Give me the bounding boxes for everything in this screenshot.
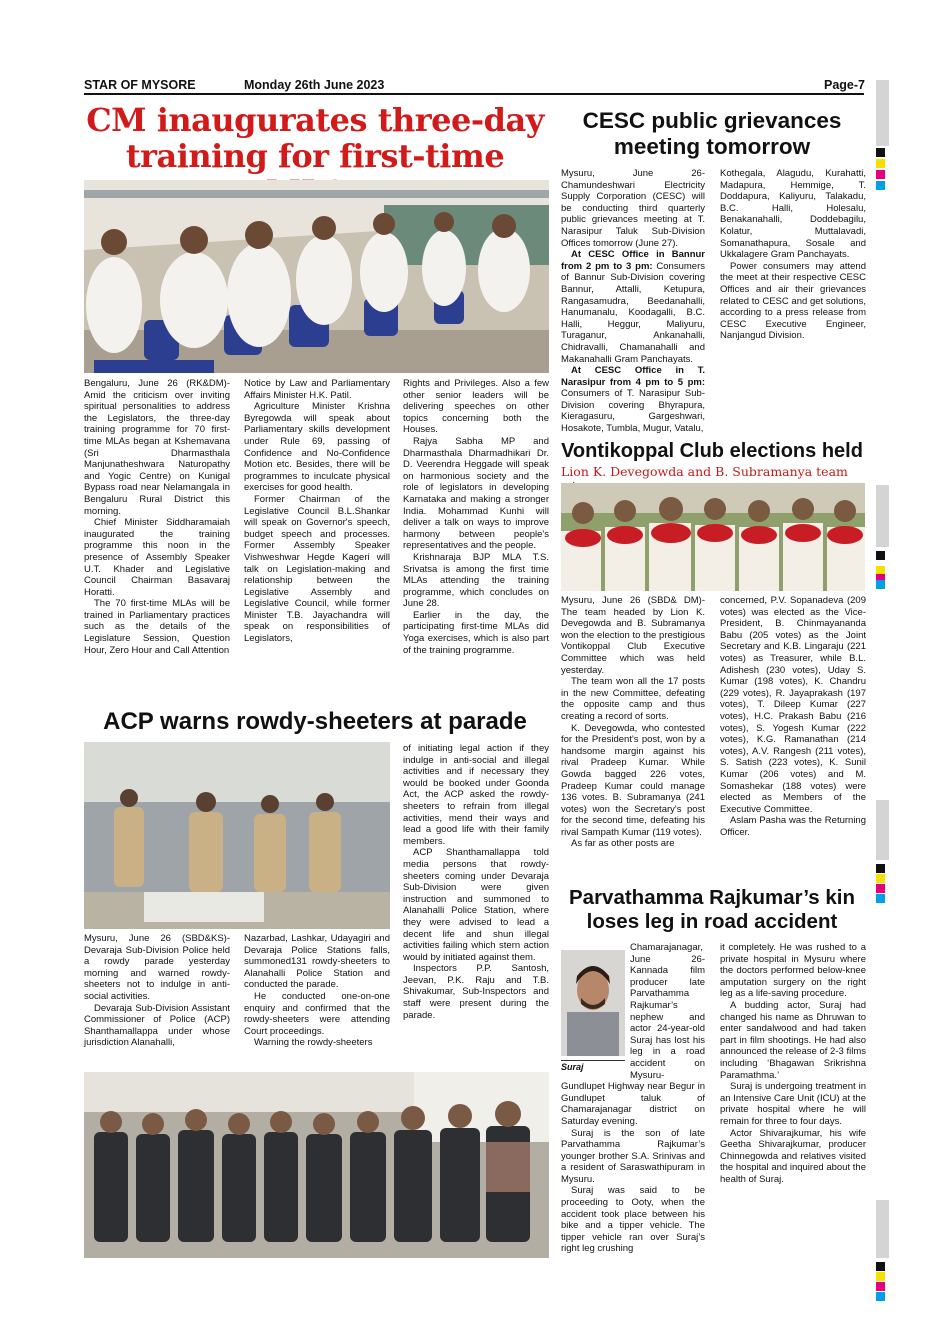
registration-mark-cyan: [876, 894, 885, 903]
registration-mark-magenta: [876, 170, 885, 179]
vontikoppal-paragraph: K. Devegowda, who contested for the President's post, won by a handsome margin against his rival Pradeep Kumar. While Gowda bagged 226 votes, Pradeep Kumar could manage 136 votes. B. Subramanya (241 votes) won the Secretary's post for the second time, defeating his rival Sampath Kumar (119 votes).: [561, 722, 705, 838]
suraj-headline: [557, 886, 867, 933]
cesc-paragraph: [561, 249, 705, 365]
header-rule: [84, 93, 864, 95]
acp-paragraph: of initiating legal action if they indulge in anti-social and illegal activities and if necessary they would be booked under Goonda Act, the ACP asked the rowdy-sheeters to refrain from illegal activities, mend their ways and lead a good life with their family members.: [403, 743, 549, 847]
cm-paragraph: Krishnaraja BJP MLA T.S. Srivatsa is among the first time MLAs attending the training programme, which concludes on June 28.: [403, 551, 549, 610]
registration-mark-magenta: [876, 884, 885, 893]
vontikoppal-headline: Vontikoppal Club elections held: [561, 440, 863, 462]
registration-mark-yellow: [876, 874, 885, 883]
registration-mark-black: [876, 148, 885, 157]
registration-mark-magenta: [876, 1282, 885, 1291]
acp-paragraph: Warning the rowdy-sheeters: [254, 1037, 373, 1049]
registration-mark-cyan: [876, 1292, 885, 1301]
acp-rowdy-sheeters-photo: [84, 1072, 549, 1258]
suraj-paragraph: Actor Shivarajkumar, his wife Geetha Shivarajkumar, producer Chinnegowda and relatives visited the hospital and inquired about the health of Suraj.: [720, 1127, 866, 1185]
acp-story-col1: [84, 933, 230, 1049]
acp-story-col3: [403, 743, 549, 1021]
acp-paragraph: ACP Shanthamallappa told media persons that rowdy-sheeters coming under Devaraja Sub-Division were given instruction and summoned to Alanahalli Police Station, where they were advised to lead a decent life and shun illegal activities failing which stern action would by initiated against them.: [403, 847, 549, 963]
cm-headline-line1: CM inaugurates three-day: [86, 101, 544, 139]
cm-paragraph: The 70 first-time MLAs will be trained in Parliamentary practices such as the details of the Legislature Session, Question Hour, Zero Hour and Call Attention: [84, 598, 230, 656]
cm-story-col1: [84, 378, 230, 656]
suraj-paragraph: it completely. He was rushed to a private hospital in Mysuru where the doctors performed below-knee amputation surgery on the right leg as a life-saving procedure.: [720, 942, 866, 1000]
margin-strip: [876, 485, 889, 547]
cm-paragraph: Rajya Sabha MP and Dharmasthala Dharmadhikari Dr. D. Veerendra Heggade will speak on harmonious society and the role of legislators in developing Karnataka and making a stronger India. Mohammad Kunhi will deliver a talk on ways to improve harmony between people's representatives and the people.: [403, 435, 549, 552]
vontikoppal-kicker: Lion K. Devegowda and B. Subramanya team: [561, 464, 848, 479]
vontikoppal-winners-photo: [561, 483, 865, 591]
suraj-paragraph: A budding actor, Suraj had changed his name as Dhruwan to enter sandalwood and had taken part in film shootings. He had also announced the release of 2-3 films including ‘Bhagawan Srikrishna Paramathma.’: [720, 999, 866, 1081]
cm-paragraph: Notice by Law and Parliamentary Affairs Minister H.K. Patil.: [244, 378, 390, 401]
vontikoppal-story-col1: [561, 595, 705, 850]
suraj-paragraph: Suraj was said to be proceeding to Ooty, when the accident took place between his bike and a tipper vehicle. The tipper vehicle ran over Suraj’s right leg crushing: [561, 1185, 705, 1255]
suraj-paragraph: Suraj is the son of late Parvathamma Rajkumar’s younger brother S.A. Srinivas and a resident of Saraswathipuram in Mysuru.: [561, 1127, 705, 1185]
registration-mark-black: [876, 1262, 885, 1271]
cm-paragraph: Agriculture Minister Krishna Byregowda will speak about Parliamentary skills development under Rule 69, passing of Confidence and No-Confidence Motion etc. Besides, there will be programmes to inculcate physical exercises for good health.: [244, 401, 390, 494]
margin-strip: [876, 1200, 889, 1258]
acp-paragraph: He conducted one-on-one enquiry and confirmed that the rowdy-sheeters were attending Court proceedings.: [244, 990, 390, 1037]
margin-strip: [876, 80, 889, 146]
cesc-story-col2: [720, 168, 866, 342]
cm-story-col3: [403, 378, 549, 656]
suraj-headline-line2: loses leg in road accident: [586, 909, 838, 933]
cesc-paragraph-text: Consumers of T. Narasipur Sub-Division covering Bhyrapura, Kieragasuru, Gargeshwari, Hosakote, Tumbla, Mugur, Vatalu,: [561, 388, 705, 435]
cesc-story-col1: [561, 168, 705, 435]
registration-mark-cyan: [876, 181, 885, 190]
acp-story-col2: [244, 933, 390, 1049]
cm-story-col2: [244, 378, 390, 645]
cesc-paragraph-text: Consumers of Bannur Sub-Division covering Bannur, Attalli, Ketupura, Rangasamudra, Beedanahalli, Hanumanalu, Koodagalli, B.C. Halli, Heggur, Maliyuru, Turaganur, Ankanahalli, Chidravalli, Chamanahalli and Makanahalli Gram Panchayats.: [561, 260, 705, 365]
cm-paragraph: Earlier in the day, the participating first-time MLAs did Yoga exercises, which is also part of the training programme.: [403, 609, 549, 656]
cesc-paragraph: Power consumers may attend the meet at their respective CESC Offices and air their grievances related to CESC and get solutions, according to a press release from CESC Executive Engineer, Nanjangud Division.: [720, 260, 866, 342]
vontikoppal-paragraph: concerned, P.V. Sopanadeva (209 votes) was elected as the Vice-President, B. Chinmayananda Babu (205 votes) as the Joint Secretary and K.B. Lingaraju (221 votes) as Treasurer, while B.L. Adishesh (230 votes), Uday S. Kumar (198 votes), K. Chandru (229 votes), R. Jayaprakash (197 votes), T. Dileep Kumar (227 votes), H.C. Prakash Babu (216 votes), S. Yogesh Kumar (222 votes), K.G. Ramanathan (214 votes), A.V. Rangesh (211 votes), S. Satish (223 votes), K. Sunil Kumar (206 votes) and M. Somashekar (188 votes) were elected as Members of the Executive Committee.: [720, 595, 866, 815]
cm-paragraph: Chief Minister Siddharamaiah inaugurated the training programme this noon in the presence of Assembly Speaker U.T. Khader and Legislative Council Chairman Basavaraj Horatti.: [84, 517, 230, 598]
vontikoppal-story-col2: [720, 595, 866, 838]
acp-paragraph: Devaraja Sub-Division Assistant Commissioner of Police (ACP) Shanthamallappa under whose jurisdiction Alanahalli,: [84, 1002, 230, 1049]
cm-paragraph: Former Chairman of the Legislative Council B.L.Shankar will speak on Governor's speech, budget speech and processes. Former Assembly Speaker Vishweshwar Hegde Kageri will talk on Legislation-making and relationship between the Legislative Assembly and Legislative Council, while former Minister T.B. Jayachandra will speak on responsibilities of Legislators,: [244, 493, 390, 645]
cesc-paragraph: Kothegala, Alagudu, Kurahatti, Madapura, Hemmige, T. Doddapura, Kaliyuru, Talakadu, B.C. Halli, Holesalu, Benakanahalli, Doddebagilu, Kolatur, Muttalavadi, Somanathapura, Sosale and Ukkalagere Gram Panchayats.: [720, 168, 866, 261]
masthead-date: Monday 26th June 2023: [244, 78, 385, 92]
cm-training-photo: [84, 180, 549, 373]
suraj-paragraph: Chamarajanagar, June 26- Kannada film producer late Parvathamma Rajkumar’s nephew and actor 24-year-old Suraj has lost his leg in a road accident on Mysuru-Gundlupet Highway near Begur in Gundlupet taluk of Chamarajanagar district on Saturday evening.: [561, 942, 705, 1127]
registration-mark-black: [876, 551, 885, 560]
cm-headline-line2: training for first-time: [125, 136, 505, 175]
vontikoppal-paragraph: Mysuru, June 26 (SBD& DM)- The team headed by Lion K. Devegowda and B. Subramanya won the election to the prestigious Vontikoppal Club Executive Committee which was held yesterday.: [561, 595, 705, 676]
suraj-story-col2: [720, 942, 866, 1185]
suraj-headline-line1: Parvathamma Rajkumar’s kin: [569, 886, 855, 909]
cesc-paragraph: [561, 365, 705, 435]
acp-paragraph: Mysuru, June 26 (SBD&KS)- Devaraja Sub-Division Police held a rowdy parade yesterday morning and warned rowdy-sheeters not to indulge in anti-social activities.: [84, 933, 230, 1002]
suraj-story-col1: [561, 942, 705, 1255]
registration-mark-yellow: [876, 1272, 885, 1281]
registration-mark-cyan: [876, 580, 885, 589]
suraj-photo-caption: Suraj: [561, 1060, 625, 1074]
registration-mark-black: [876, 864, 885, 873]
vontikoppal-paragraph: As far as other posts are: [571, 838, 675, 850]
cesc-headline-line2: meeting tomorrow: [613, 133, 811, 159]
acp-parade-photo: [84, 742, 390, 929]
acp-headline: ACP warns rowdy-sheeters at parade: [103, 708, 527, 735]
acp-paragraph: Nazarbad, Lashkar, Udayagiri and Devaraja Police Stations falls, summoned131 rowdy-sheeters to Alanahalli Police Station and conducted the parade.: [244, 933, 390, 991]
cesc-paragraph-lead: At CESC Office in T. Narasipur from 4 pm to 5 pm:: [561, 365, 705, 388]
masthead-paper-name: STAR OF MYSORE: [84, 78, 196, 92]
cm-paragraph: Rights and Privileges. Also a few other senior leaders will be delivering speeches on other topics concerning both the Houses.: [403, 378, 549, 436]
page-number: Page-7: [824, 78, 865, 92]
vontikoppal-paragraph: The team won all the 17 posts in the new Committee, defeating the opposite camp and thus creating a record of sorts.: [561, 676, 705, 722]
cesc-paragraph: [561, 168, 705, 249]
cesc-headline-line1: CESC public grievances: [582, 108, 842, 133]
suraj-portrait: [561, 950, 625, 1072]
suraj-paragraph: Suraj is undergoing treatment in an Intensive Care Unit (ICU) at the private hospital where he will remain for three to four days.: [720, 1081, 866, 1127]
acp-paragraph: Inspectors P.P. Santosh, Jeevan, P.K. Raju and T.B. Shivakumar, Sub-Inspectors and staff were present during the parade.: [403, 963, 549, 1021]
cesc-paragraph-text: Mysuru, June 26- Chamundeshwari Electricity Supply Corporation (CESC) will be conducting third quarterly public grievances meeting at T. Narasipur Taluk Sub-Division Offices tomorrow (June 27).: [561, 168, 705, 249]
registration-mark-yellow: [876, 159, 885, 168]
cm-paragraph: Bengaluru, June 26 (RK&DM)- Amid the criticism over inviting spiritual personalities to address the Legislators, the three-day training programme for 70 first-time MLAs began at Kshemavana (Sri Dharmasthala Manjunatheshwara Naturopathy and Yogic Centre) on Kunigal Bypass road near Nelamangala in Bengaluru Rural District this morning.: [84, 378, 230, 517]
margin-strip: [876, 800, 889, 860]
cesc-headline: [557, 108, 867, 160]
cesc-paragraph-lead: At CESC Office in Bannur from 2 pm to 3 pm:: [561, 249, 705, 272]
vontikoppal-paragraph: Aslam Pasha was the Returning Officer.: [720, 815, 866, 838]
